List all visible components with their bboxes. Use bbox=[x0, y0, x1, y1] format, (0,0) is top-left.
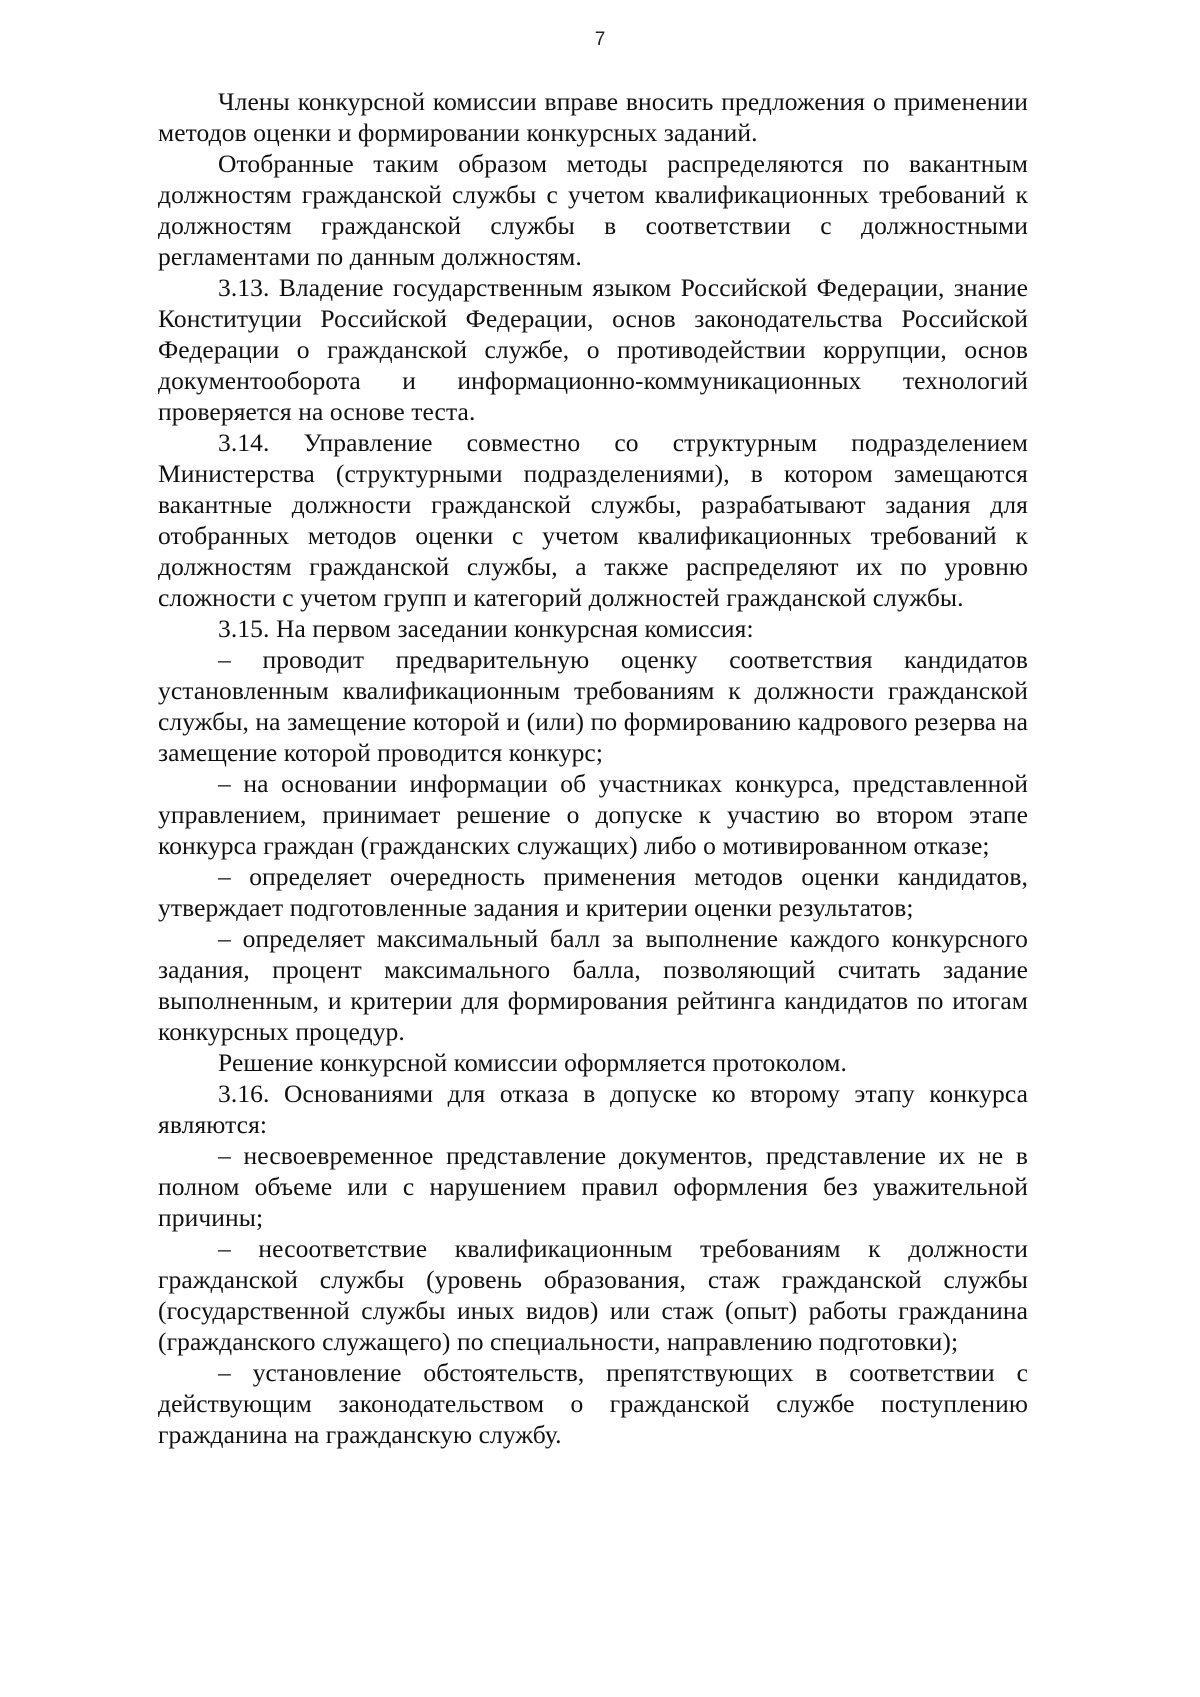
paragraph-3-16: 3.16. Основаниями для отказа в допуске ко второму этапу конкурса являются: bbox=[158, 1079, 1028, 1139]
list-item-admission-decision: – на основании информации об участниках конкурса, представленной управлением, принимает решение о допуске к участию во втором этапе конкурса граждан (гражданских служащих) либо о мотивированном отказе; bbox=[158, 769, 1028, 860]
list-item-preliminary-assessment: – проводит предварительную оценку соответствия кандидатов установленным квалификационным требованиям к должности гражданской службы, на замещение которой и (или) по формированию кадрового резерва на замещение которой проводится конкурс; bbox=[158, 645, 1028, 767]
page-number: 7 bbox=[594, 29, 606, 50]
paragraph-3-14: 3.14. Управление совместно со структурным подразделением Министерства (структурными подразделениями), в котором замещаются вакантные должности гражданской службы, разрабатывают задания для отобранных методов оценки с учетом квалификационных требований к должностям гражданской службы, а также распределяют их по уровню сложности с учетом групп и категорий должностей гражданской службы. bbox=[158, 428, 1028, 612]
document-body bbox=[158, 86, 1028, 1450]
list-item-methods-order: – определяет очередность применения методов оценки кандидатов, утверждает подготовленные задания и критерии оценки результатов; bbox=[158, 862, 1028, 922]
paragraph-methods-distribution: Отобранные таким образом методы распределяются по вакантным должностям гражданской службы с учетом квалификационных требований к должностям гражданской службы в соответствии с должностными регламентами по данным должностям. bbox=[158, 149, 1028, 271]
paragraph-protocol: Решение конкурсной комиссии оформляется протоколом. bbox=[218, 1048, 847, 1077]
list-item-untimely-documents: – несвоевременное представление документов, представление их не в полном объеме или с нарушением правил оформления без уважительной причины; bbox=[158, 1141, 1028, 1232]
paragraph-commission-proposals: Члены конкурсной комиссии вправе вносить предложения о применении методов оценки и формировании конкурсных заданий. bbox=[158, 87, 1028, 147]
list-item-qualification-mismatch: – несоответствие квалификационным требованиям к должности гражданской службы (уровень образования, стаж гражданской службы (государственной службы иных видов) или стаж (опыт) работы гражданина (гражданского служащего) по специальности, направлению подготовки); bbox=[158, 1234, 1028, 1356]
list-item-max-score: – определяет максимальный балл за выполнение каждого конкурсного задания, процент максимального балла, позволяющий считать задание выполненным, и критерии для формирования рейтинга кандидатов по итогам конкурсных процедур. bbox=[158, 924, 1028, 1046]
paragraph-3-15: 3.15. На первом заседании конкурсная комиссия: bbox=[218, 614, 754, 643]
list-item-obstacles: – установление обстоятельств, препятствующих в соответствии с действующим законодательством о гражданской службе поступлению гражданина на гражданскую службу. bbox=[158, 1358, 1028, 1449]
paragraph-3-13: 3.13. Владение государственным языком Российской Федерации, знание Конституции Российской Федерации, основ законодательства Российской Федерации о гражданской службе, о противодействии коррупции, основ документооборота и информационно-коммуникационных технологий проверяется на основе теста. bbox=[158, 273, 1028, 426]
